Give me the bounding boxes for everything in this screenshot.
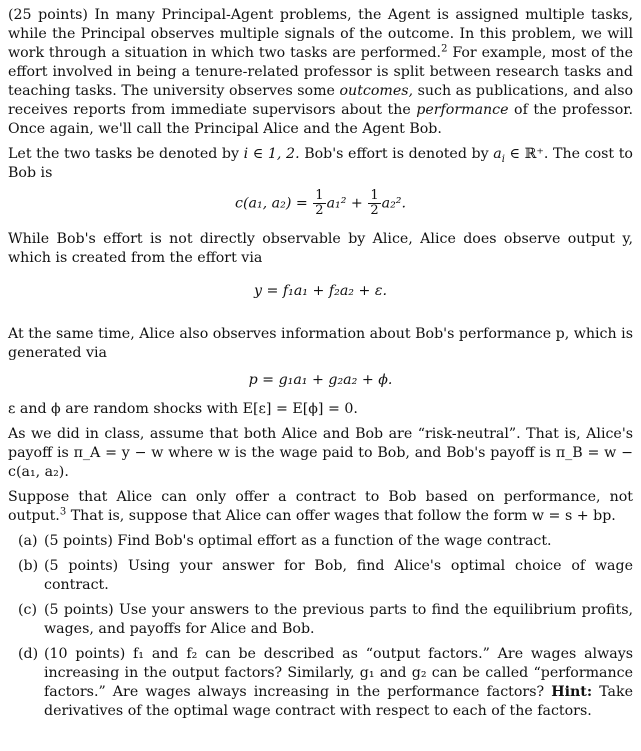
- part-d-marker: (d): [18, 646, 39, 662]
- footnote-2: 2: [441, 43, 448, 55]
- outcomes-emphasis: outcomes,: [339, 83, 414, 99]
- frac1-num: 1: [315, 188, 324, 203]
- intro-sentence-2: For example, most of the effort involved in being a tenure-related professor is split between research tasks and teaching tasks. The university observes some: [8, 45, 634, 99]
- cost-plus: +: [350, 195, 363, 212]
- frac2-num: 1: [370, 188, 379, 203]
- hint-text: Take derivatives of the optimal wage contract with respect to each of the factors.: [44, 684, 633, 719]
- performance-emphasis: performance: [416, 102, 509, 118]
- intro-paragraph: [8, 6, 633, 139]
- intro-sentence-1: In many Principal-Agent problems, the Agent is assigned multiple tasks, while the Principal observes multiple signals of the outcome. In this problem, we will work through a situation in which two tasks are performed.: [8, 7, 634, 61]
- half-fraction-1: [313, 189, 325, 218]
- part-d-text: (10 points) f₁ and f₂ can be described as “output factors.” Are wages always increasing in the output factors? Similarly, g₁ and g₂ can be called “performance factors.” Are wages always increasing in the performance factors?: [44, 646, 633, 700]
- cost-equation: [8, 189, 633, 218]
- effort-sub: i: [501, 153, 505, 165]
- shocks-line: ε and ϕ are random shocks with E[ε] = E[ϕ] = 0.: [8, 401, 358, 417]
- risk-neutral-paragraph: As we did in class, assume that both Alice and Bob are “risk-neutral”. That is, Alice's payoff is π_A = y − w where w is the wage paid to Bob, and Bob's payoff is π_B = w − c(a₁, a₂).: [8, 426, 633, 480]
- part-a-marker: (a): [18, 533, 38, 549]
- performance-paragraph: At the same time, Alice also observes information about Bob's performance p, which is generated via: [8, 326, 633, 361]
- contract-paragraph: [8, 488, 633, 526]
- tasks-index-set: i ∈ 1, 2.: [243, 146, 300, 162]
- intro-sentence-4: of the professor. Once again, we'll call the Principal Alice and the Agent Bob.: [8, 102, 634, 137]
- contract-text-2: That is, suppose that Alice can offer wages that follow the form w = s + bp.: [70, 508, 616, 524]
- effort-domain: ∈ ℝ⁺.: [509, 146, 549, 162]
- part-c: [8, 601, 633, 639]
- intro-sentence-3: such as publications, and also receives reports from immediate supervisors about the: [8, 83, 634, 118]
- footnote-3: 3: [59, 506, 67, 518]
- tasks-text-3: The cost to Bob is: [8, 146, 633, 181]
- parts-list: [8, 532, 633, 721]
- intro-points: (25 points): [8, 7, 88, 23]
- effort-var: a: [493, 146, 502, 162]
- frac1-den: 2: [315, 203, 324, 218]
- part-c-text: (5 points) Use your answers to the previous parts to find the equilibrium profits, wages, and payoffs for Alice and Bob.: [44, 602, 633, 637]
- part-c-marker: (c): [18, 602, 38, 618]
- half-fraction-2: [368, 189, 380, 218]
- cost-term-2: a₂².: [381, 195, 406, 212]
- frac2-den: 2: [370, 203, 379, 218]
- output-paragraph: While Bob's effort is not directly observable by Alice, Alice does observe output y, which is created from the effort via: [8, 231, 633, 266]
- tasks-paragraph: [8, 145, 633, 183]
- part-b-text: (5 points) Using your answer for Bob, find Alice's optimal choice of wage contract.: [44, 558, 633, 593]
- cost-lhs: c(a₁, a₂) =: [235, 195, 308, 212]
- output-equation: y = f₁a₁ + f₂a₂ + ε.: [253, 283, 388, 299]
- part-a: [8, 532, 633, 551]
- tasks-text-2: Bob's effort is denoted by: [304, 146, 489, 162]
- hint-label: Hint:: [551, 684, 593, 700]
- tasks-text-1: Let the two tasks be denoted by: [8, 146, 240, 162]
- part-b: [8, 557, 633, 595]
- part-d: [8, 645, 633, 721]
- contract-text-1: Suppose that Alice can only offer a contract to Bob based on performance, not output.: [8, 489, 633, 524]
- part-a-text: (5 points) Find Bob's optimal effort as a function of the wage contract.: [44, 533, 552, 549]
- cost-term-1: a₁²: [326, 195, 347, 212]
- performance-equation: p = g₁a₁ + g₂a₂ + ϕ.: [248, 372, 393, 388]
- part-b-marker: (b): [18, 558, 39, 574]
